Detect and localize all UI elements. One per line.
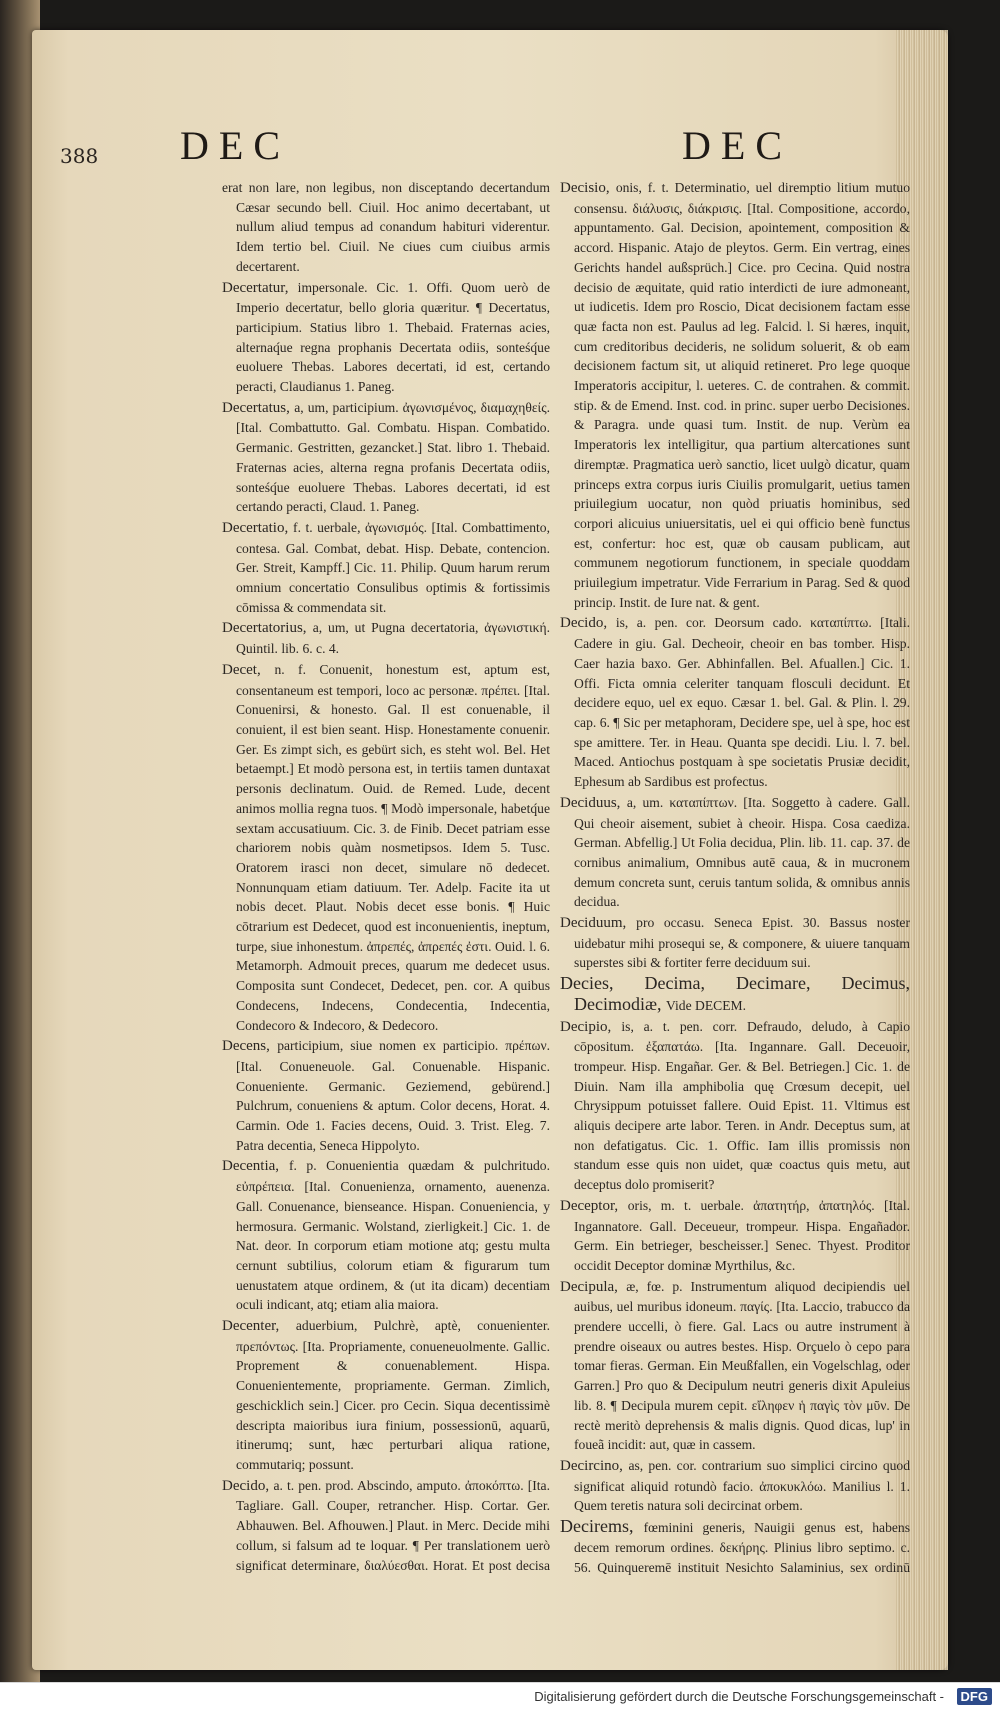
entry-headword: Decet, xyxy=(222,661,275,678)
entry-headword: Decertatio, xyxy=(222,519,294,536)
entry-text: pro occasu. Seneca Epist. 30. Bassus noster uidebatur mihi prosequi se, & componere, & uiuere tanquam superstes sibi & fortiter ferre deciduum sui. xyxy=(574,915,910,971)
right-column xyxy=(560,178,910,1578)
entry-text: a, um, participium. ἀγωνισμένος, διαμαχηθείς. [Ital. Combattutto. Gal. Combatu. Hispan. Combatido. Germanic. Gestritten, gezancket.] Stat. libro 1. Thebaid. Fraternas acies, alterna regna profanis Decertata odiis, sonteśq́ue euoluere Thebas. Labores decertati, id est certando peracti, Claud. 1. Paneg. xyxy=(236,399,550,515)
entry-text: onis, f. t. Determinatio, uel diremptio litium mutuo consensu. διάλυσις, διάκρισις. [Ital. Compositione, accordo, appuntamento. Gal. Decision, apointement, composition & accord. Hispanic. Atajo de pleytos. Germ. Ein vertrag, eines Gerichts handel außsprüch.] Cice. pro Cecina. Quid nostra decisio de æquitate, quid ratio interdicti de iure admoneant, ut iudicetis. Idem pro Roscio, Dicat decisionem factam esse quæ facta non est. Paulus ad leg. Falcid. l. Si hæres, inquit, cum creditoribus decideris, ne solidum soluerit, & ob eam decisionem factum sit, ut aliquid retineret. Pro lege quoque Imperatoris accipitur, l. ueteres. C. de contrahen. & commit. stip. & de Emend. Inst. cod. in princ. super uerbo Decisiones. & Paragra. unde quasi tum. Instit. de nup. Verùm ea Imperatoris lex intelligitur, qua partium altercationes sunt diremptæ. Pragmatica uerò sanctio, licet uulgò dicatur, quam princeps extra corpus iuris Ciuilis promulgarit, uetius tamen priuilegium uocatur, non quòd priuatis hominibus, sed corpori alicuius uniuersitatis, uel ei qui officio benè functus est, confertur: hoc est, quæ ob causam publicam, aut communem negotiorum functionem, in speciale quoddam priuilegium impetratur. Vide Ferrarium in Parag. Sed & quod princip. Instit. de Iure nat. & gent. xyxy=(574,180,910,610)
dictionary-entry xyxy=(560,1277,910,1455)
entry-headword: Decido, xyxy=(222,1477,274,1494)
dictionary-entry xyxy=(222,660,550,1035)
entry-text: as, pen. cor. contrarium suo simplici circino quod significat aliquid rotundò facio. ἀποκυκλόω. Manilius l. 1. Quem teretis natura soli decircinat orbem. xyxy=(574,1458,910,1514)
dfg-logo: DFG xyxy=(957,1688,992,1705)
entry-text: fœminini generis, Nauigii genus est, habens decem remorum ordines. δεκήρης. Plinius libro septimo. c. 56. Quinqueremē instituit Nesichto Salaminius, sex ordinū xyxy=(574,1520,910,1575)
entry-headword: Decenter, xyxy=(222,1318,296,1335)
dictionary-entry xyxy=(560,613,910,791)
entry-headword: Deciduus, xyxy=(560,794,627,811)
left-column xyxy=(222,178,550,1578)
dictionary-entry xyxy=(222,518,550,618)
entry-text: a, um. καταπίπτων. [Ita. Soggetto à cadere. Gall. Qui cheoir aisement, subiet à cheoir. Hispa. Cosa caediza. German. Abfellig.] Ut Folia decidua, Plin. lib. 11. cap. 37. de cornibus animalium, Omnibus autē caua, & in mucronem demum concreta sunt, ceruis tantum solida, & omnibus annis decidua. xyxy=(574,794,910,910)
entry-headword: Decido, xyxy=(560,615,616,632)
dictionary-entry xyxy=(222,1316,550,1475)
entry-headword: Decircino, xyxy=(560,1458,629,1474)
entry-text: participium, siue nomen ex participio. πρέπων. [Ital. Conueneuole. Gal. Conuenable. Hispanic. Conueniente. Germanic. Geziemend, gebürend.] Pulchrum, conueniens & aptum. Color decens, Horat. 4. Carmin. Ode 1. Facies decens, Ouid. 3. Trist. Eleg. 7. Patra decentia, Seneca Hippolyto. xyxy=(236,1038,550,1153)
entry-text: n. f. Conuenit, honestum est, aptum est, consentaneum est tempori, loco ac personæ. πρέπει. [Ital. Conuenirsi, & honesto. Gal. Il est conuenable, il conuient, il est bien seant. Hisp. Honestamente conuenir. Ger. Es zimpt sich, es gebürt sich, es steht wol. Bel. Het betaempt.] Et modò persona est, in tertiis tamen duntaxat personis declinatum. Ouid. de Remed. Lude, decent animos mollia regna tuos. ¶ Modò impersonale, habetq́ue sextam accusatiuum. Cic. 3. de Finib. Decet patriam esse chariorem nobis quàm nosmetipsos. Idem 5. Tusc. Oratorem irasci non decet, simulare nō dedecet. Nonnunquam etiam datiuum. Ter. Adelp. Facite ita ut nobis decet. Plaut. Nobis decet esse bonis. ¶ Huic cōtrarium est Dedecet, quod est inconuenientis, ineptum, turpe, siue inhonestum. ἀπρεπές, ἀπρεπές ἐστι. Ouid. l. 6. Metamorph. Admouit preces, quarum me dedecet usus. Composita sunt Condecet, Dedecet, pen. cor. A quibus Condecens, Indecens, Condecentia, Indecentia, Condecoro & Indecoro, & Dedecoro. xyxy=(236,661,550,1033)
entry-text: f. p. Conuenientia quædam & pulchritudo. εὐπρέπεια. [Ital. Conuenienza, ornamento, auenenza. Gall. Conuenance, bienseance. Hispan. Conueniencia, y hermosura. Germanic. Wolstand, zierligkeit.] Cic. 1. de Nat. deor. In corporum etiam motione atq; gestu multa cernunt subtilius, colorum etiam & figurarum tum uenustatem atque ordinem, & (ut ita dicam) decentiam oculi indicant, atq; etiam alia maiora. xyxy=(236,1158,550,1313)
entry-headword: Deciduum, xyxy=(560,915,637,932)
dictionary-entry xyxy=(222,1156,550,1315)
entry-text: is, a. pen. cor. Deorsum cado. καταπίπτω. [Itali. Cadere in giu. Gal. Decheoir, cheoir en bas tomber. Hisp. Caer hazia baxo. Ger. Abhinfallen. Bel. Afuallen.] Cic. 1. Offi. Ficta omnia celeriter tanquam flosculi decidunt. Et decidere equo, uel ex equo. Cæsar 1. bel. Gal. & Plin. l. 29. cap. 6. ¶ Sic per metaphoram, Decidere spe, uel à spe, hoc est spe amittere. Ter. in Heau. Quanta spe decidi. Liu. l. 7. bel. Maced. Antiochus postquam à spe societatis Prusiæ decidit, Ephesum ab Sardibus est profectus. xyxy=(574,615,910,790)
scanned-page xyxy=(32,30,948,1670)
entry-text: is, a. t. pen. corr. Defraudo, deludo, à Capio cōpositum. ἐξαπατάω. [Ita. Ingannare. Gall. Deceuoir, trompeur. Hisp. Engañar. Ger. & Bel. Betriegen.] Cic. 1. de Diuin. Nam illa amphibolia quę Crœsum decepit, uel Chrysippum potuisset fallere. Ouid Epist. 11. Vltimus est aliquis decipere arte labor. Teren. in Andr. Deceptus sum, at non defatigatus. Cic. 1. Offic. Iam illis promissis non standum esse quis non uidet, quæ coactus quis metu, aut deceptus dolo promiserit? xyxy=(574,1018,910,1193)
entry-headword: Decens, xyxy=(222,1038,278,1055)
entry-text: æ, fœ. p. Instrumentum aliquod decipiendis uel auibus, uel muribus idoneum. παγίς. [Ita. Laccio, trabucco da prendere uccelli, ò fiere. Gal. Lacs ou autre instrument à prendre oiseaux ou autres bestes. Hisp. Orçuelo ò cepo para tomar fieras. German. Ein Meußfallen, ein Vogelschlag, oder Garren.] Pro quo & Decipulum neutri generis dixit Apuleius lib. 8. ¶ Decipula murem cepit. εἴληφεν ἡ παγὶς τὸν μῦν. De rectè meritò deprehensis & malis dignis. Quod dicas, lup' in foueã incidit: aut, quæ in cassem. xyxy=(574,1278,910,1453)
page-header xyxy=(32,122,948,172)
dictionary-entry xyxy=(560,1456,910,1516)
entry-text: oris, m. t. uerbale. ἀπατητήρ, ἀπατηλός. [Ital. Ingannatore. Gall. Deceueur, trompeur. Hispa. Engañador. Germ. Ein betrieger, bescheisser.] Senec. Thyest. Proditor occidit Deceptor dominæ Myrthilus, &c. xyxy=(574,1197,910,1273)
running-head-left: DEC xyxy=(180,123,290,168)
entry-headword: Decipula, xyxy=(560,1278,627,1295)
entry-text: a, um, ut Pugna decertatoria, ἀγωνιστική. Quintil. lib. 6. c. 4. xyxy=(236,620,550,657)
entry-headword: Decies, Decima, Decimare, Decimus, Decimodiæ, xyxy=(560,973,910,1014)
dictionary-entry xyxy=(560,1517,910,1578)
dictionary-entry xyxy=(560,1196,910,1276)
dictionary-entry xyxy=(222,1036,550,1155)
entry-headword: Decipio, xyxy=(560,1018,622,1035)
dictionary-entry xyxy=(222,178,550,277)
entry-text: impersonale. Cic. 1. Offi. Quom uerò de Imperio decertatur, bello gloria quæritur. ¶ Decertatus, participium. Statius libro 1. Thebaid. Fraternas acies, alternaq́ue regna prophanis Decertata odiis, sonteśq́ue euoluere Thebas. Labores decertati, id est, certando peracti, Claudianus 1. Paneg. xyxy=(236,279,550,395)
dictionary-entry xyxy=(560,178,910,612)
digitization-footer xyxy=(0,1682,1000,1712)
entry-headword: Decertatus, xyxy=(222,399,295,416)
dictionary-entry xyxy=(222,398,550,517)
entry-headword: Decertatorius, xyxy=(222,620,313,637)
entry-headword: Decirems, xyxy=(560,1516,644,1537)
entry-text: erat non lare, non legibus, non disceptando decertandum Cæsar secundo bell. Ciuil. Hoc animo decertabant, ut nullum aliud tempus ad conandum habituri viderentur. Idem tertio bel. Ciuil. Ne ciues cum ciuibus armis decertarent. xyxy=(222,180,550,274)
dictionary-entry xyxy=(560,974,910,1015)
dictionary-entry xyxy=(560,793,910,912)
entry-headword: Decentia, xyxy=(222,1158,289,1175)
dictionary-entry xyxy=(560,913,910,973)
entry-text: f. t. uerbale, ἀγωνισμός. [Ital. Combattimento, contesa. Gal. Combat, debat. Hisp. Debate, contencion. Ger. Streit, Kampff.] Cic. 11. Philip. Quum harum rerum omnium concertatio Consulibus optimis & fortissimis cōmissa & commendata sit. xyxy=(236,519,550,615)
dictionary-entry xyxy=(560,1017,910,1195)
entry-headword: Deceptor, xyxy=(560,1197,628,1214)
page-number: 388 xyxy=(60,144,99,168)
dictionary-entry xyxy=(222,278,550,397)
dictionary-entry xyxy=(222,1476,550,1578)
entry-text: aduerbium, Pulchrè, aptè, conuenienter. πρεπόντως. [Ita. Propriamente, conueneuolmente. Gallic. Proprement & conuenablement. Hispa. Conuenientemente, propriamente. German. Zimlich, geschicklich sein.] Cicer. pro Cecin. Siqua decentissimè descripta maioribus iura finium, possessionū, aquarū, itinerumq; sunt, hæc perturbari aliqua ratione, commutariq; possunt. xyxy=(236,1318,550,1472)
entry-text: Vide DECEM. xyxy=(666,997,746,1013)
running-head-right: DEC xyxy=(682,123,792,168)
entry-text: a. t. pen. prod. Abscindo, amputo. ἀποκόπτω. [Ita. Tagliare. Gall. Couper, retrancher. Hisp. Cortar. Ger. Abhauwen. Bel. Afhouwen.] Plaut. in Merc. Decide mihi collum, si falsum ad te loquar. ¶ Per translationem uerò significat determinare, διαλύεσθαι. Horat. Et post decisa xyxy=(236,1477,550,1573)
entry-headword: Decertatur, xyxy=(222,279,298,296)
footer-credit: Digitalisierung gefördert durch die Deutsche Forschungsgemeinschaft - xyxy=(534,1689,944,1704)
entry-headword: Decisio, xyxy=(560,180,616,196)
dictionary-entry xyxy=(222,618,550,658)
